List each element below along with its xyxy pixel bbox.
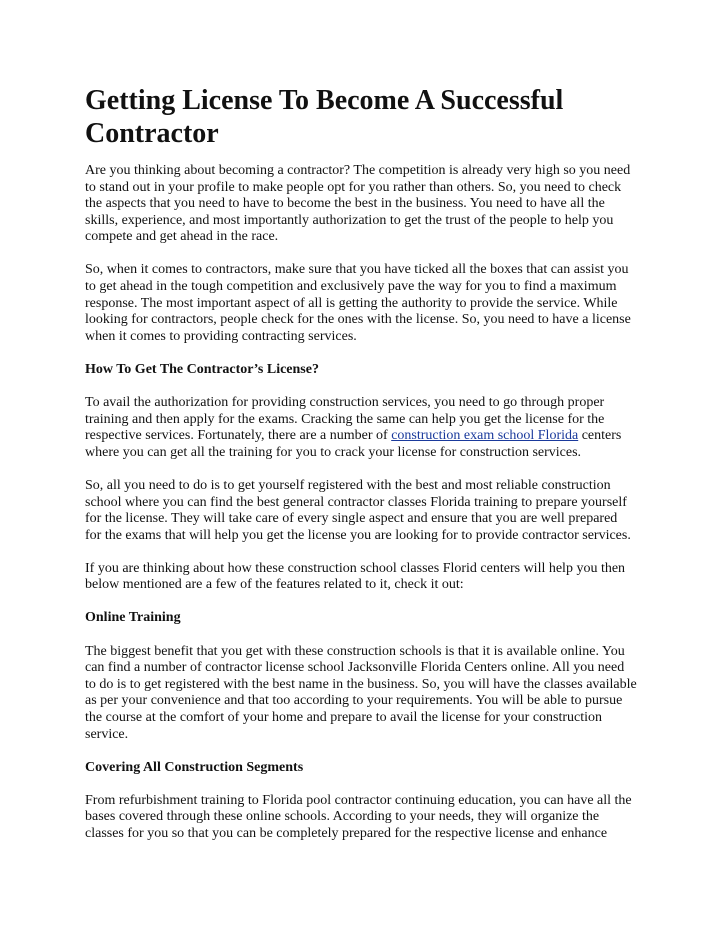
construction-exam-school-link[interactable]: construction exam school Florida	[391, 428, 579, 444]
registration-paragraph: So, all you need to do is to get yourself registered with the best and most reliable construction school where you can find the best general contractor classes Florida training to prepare yourself for the license. They will take care of every single aspect and ensure that you are well prepared for the exams that will help you get the license you are looking for to provide contractor services.	[85, 477, 631, 543]
authorization-text-after: centers where you can get all the training for you to crack your license for construction services.	[85, 428, 622, 460]
features-intro-paragraph: If you are thinking about how these construction school classes Florid centers will help you then below mentioned are a few of the features related to it, check it out:	[85, 560, 626, 593]
page-title: Getting License To Become A Successful Contractor	[85, 85, 564, 149]
online-training-paragraph: The biggest benefit that you get with these construction schools is that it is available online. You can find a number of contractor license school Jacksonville Florida Centers online. All you need to do is to get registered with the best name in the business. So, you will have the classes available as per your convenience and that too according to your requirements. You will be able to pursue the course at the comfort of your home and prepare to avail the license for your construction service.	[85, 643, 637, 742]
document-page	[85, 84, 637, 843]
authorization-paragraph	[85, 395, 637, 461]
heading-how-to-get-license: How To Get The Contractor’s License?	[85, 361, 319, 377]
segments-paragraph: From refurbishment training to Florida pool contractor continuing education, you can have all the bases covered through these online schools. According to your needs, they will organize the classes for you so that you can be completely prepared for the respective license and enhance	[85, 792, 632, 841]
authorization-text-before: To avail the authorization for providing construction services, you need to go through proper training and then apply for the exams. Cracking the same can help you get the license for the respective services. Fortunately, there are a number of	[85, 395, 605, 444]
contractors-paragraph: So, when it comes to contractors, make sure that you have ticked all the boxes that can assist you to get ahead in the tough competition and exclusively pave the way for you to find a maximum response. The most important aspect of all is getting the authority to provide the service. While looking for contractors, people check for the ones with the license. So, you need to have a license when it comes to providing contracting services.	[85, 262, 631, 344]
heading-covering-segments: Covering All Construction Segments	[85, 759, 304, 775]
intro-paragraph: Are you thinking about becoming a contractor? The competition is already very high so you need to stand out in your profile to make people opt for you rather than others. So, you need to check the aspects that you need to have to become the best in the business. You need to have all the skills, experience, and most importantly authorization to get the trust of the people to help you compete and get ahead in the race.	[85, 163, 631, 245]
heading-online-training: Online Training	[85, 610, 181, 626]
